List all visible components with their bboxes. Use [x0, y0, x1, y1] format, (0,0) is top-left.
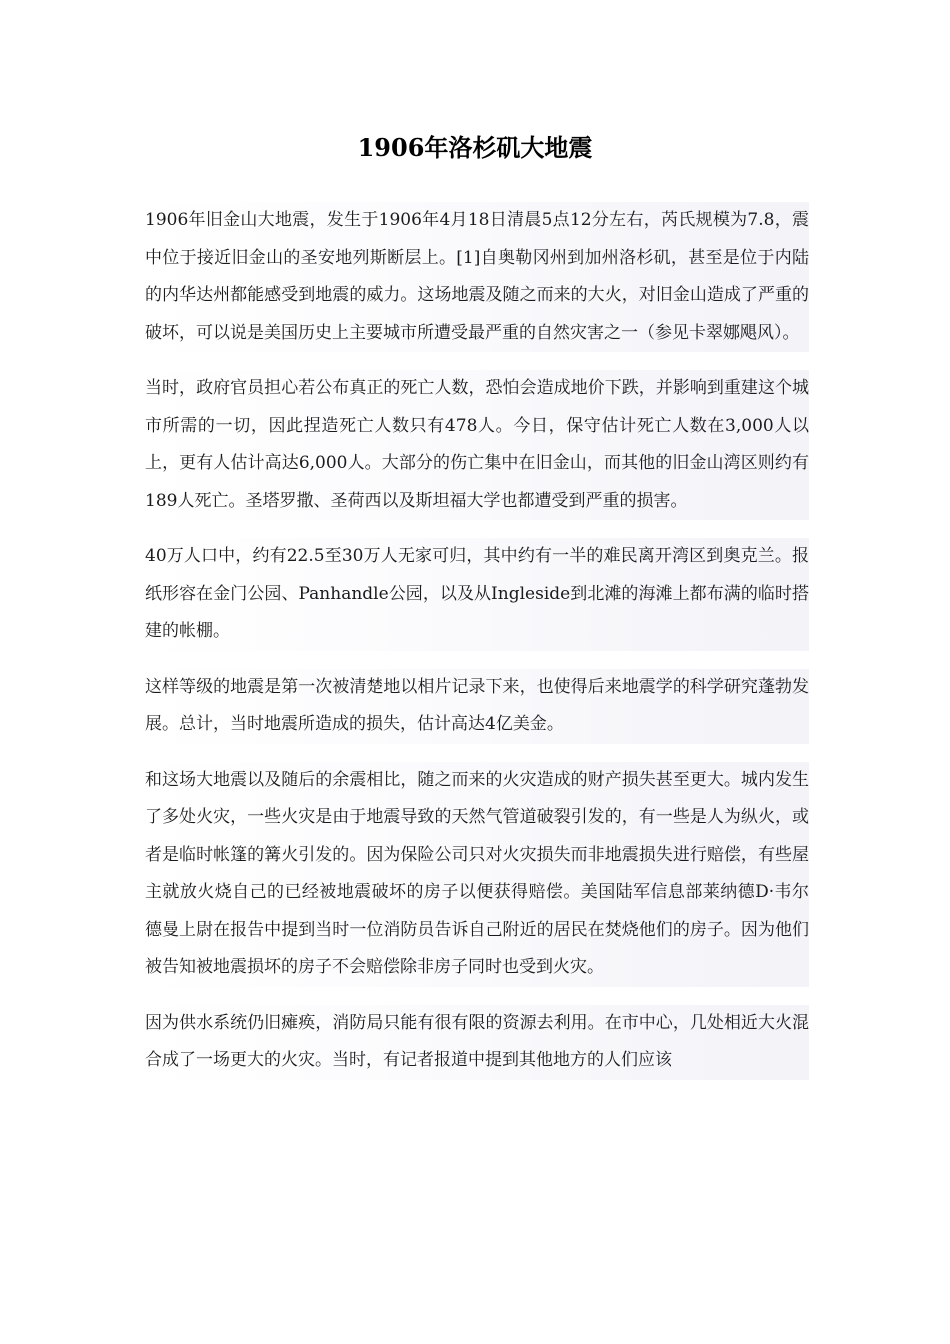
document-body	[145, 202, 809, 1098]
paragraph-3: 40万人口中，约有22.5至30万人无家可归，其中约有一半的难民离开湾区到奥克兰。报纸形容在金门公园、Panhandle公园，以及从Ingleside到北滩的海滩上都布满的临时搭建的帐棚。	[145, 538, 809, 651]
document-title: 1906年洛杉矶大地震	[357, 133, 593, 162]
paragraph-1: 1906年旧金山大地震，发生于1906年4月18日清晨5点12分左右，芮氏规模为7.8，震中位于接近旧金山的圣安地列斯断层上。[1]自奥勒冈州到加州洛杉矶，甚至是位于内陆的内华达州都能感受到地震的威力。这场地震及随之而来的大火，对旧金山造成了严重的破坏，可以说是美国历史上主要城市所遭受最严重的自然灾害之一（参见卡翠娜飓风）。	[145, 202, 809, 352]
paragraph-5: 和这场大地震以及随后的余震相比，随之而来的火灾造成的财产损失甚至更大。城内发生了多处火灾，一些火灾是由于地震导致的天然气管道破裂引发的，有一些是人为纵火，或者是临时帐篷的篝火引发的。因为保险公司只对火灾损失而非地震损失进行赔偿，有些屋主就放火烧自己的已经被地震破坏的房子以便获得赔偿。美国陆军信息部莱纳德D·韦尔德曼上尉在报告中提到当时一位消防员告诉自己附近的居民在焚烧他们的房子。因为他们被告知被地震损坏的房子不会赔偿除非房子同时也受到火灾。	[145, 762, 809, 987]
paragraph-6: 因为供水系统仍旧瘫痪，消防局只能有很有限的资源去利用。在市中心，几处相近大火混合成了一场更大的火灾。当时，有记者报道中提到其他地方的人们应该	[145, 1005, 809, 1080]
paragraph-2: 当时，政府官员担心若公布真正的死亡人数，恐怕会造成地价下跌，并影响到重建这个城市所需的一切，因此捏造死亡人数只有478人。今日，保守估计死亡人数在3,000人以上，更有人估计高达6,000人。大部分的伤亡集中在旧金山，而其他的旧金山湾区则约有189人死亡。圣塔罗撒、圣荷西以及斯坦福大学也都遭受到严重的损害。	[145, 370, 809, 520]
paragraph-4: 这样等级的地震是第一次被清楚地以相片记录下来，也使得后来地震学的科学研究蓬勃发展。总计，当时地震所造成的损失，估计高达4亿美金。	[145, 669, 809, 744]
